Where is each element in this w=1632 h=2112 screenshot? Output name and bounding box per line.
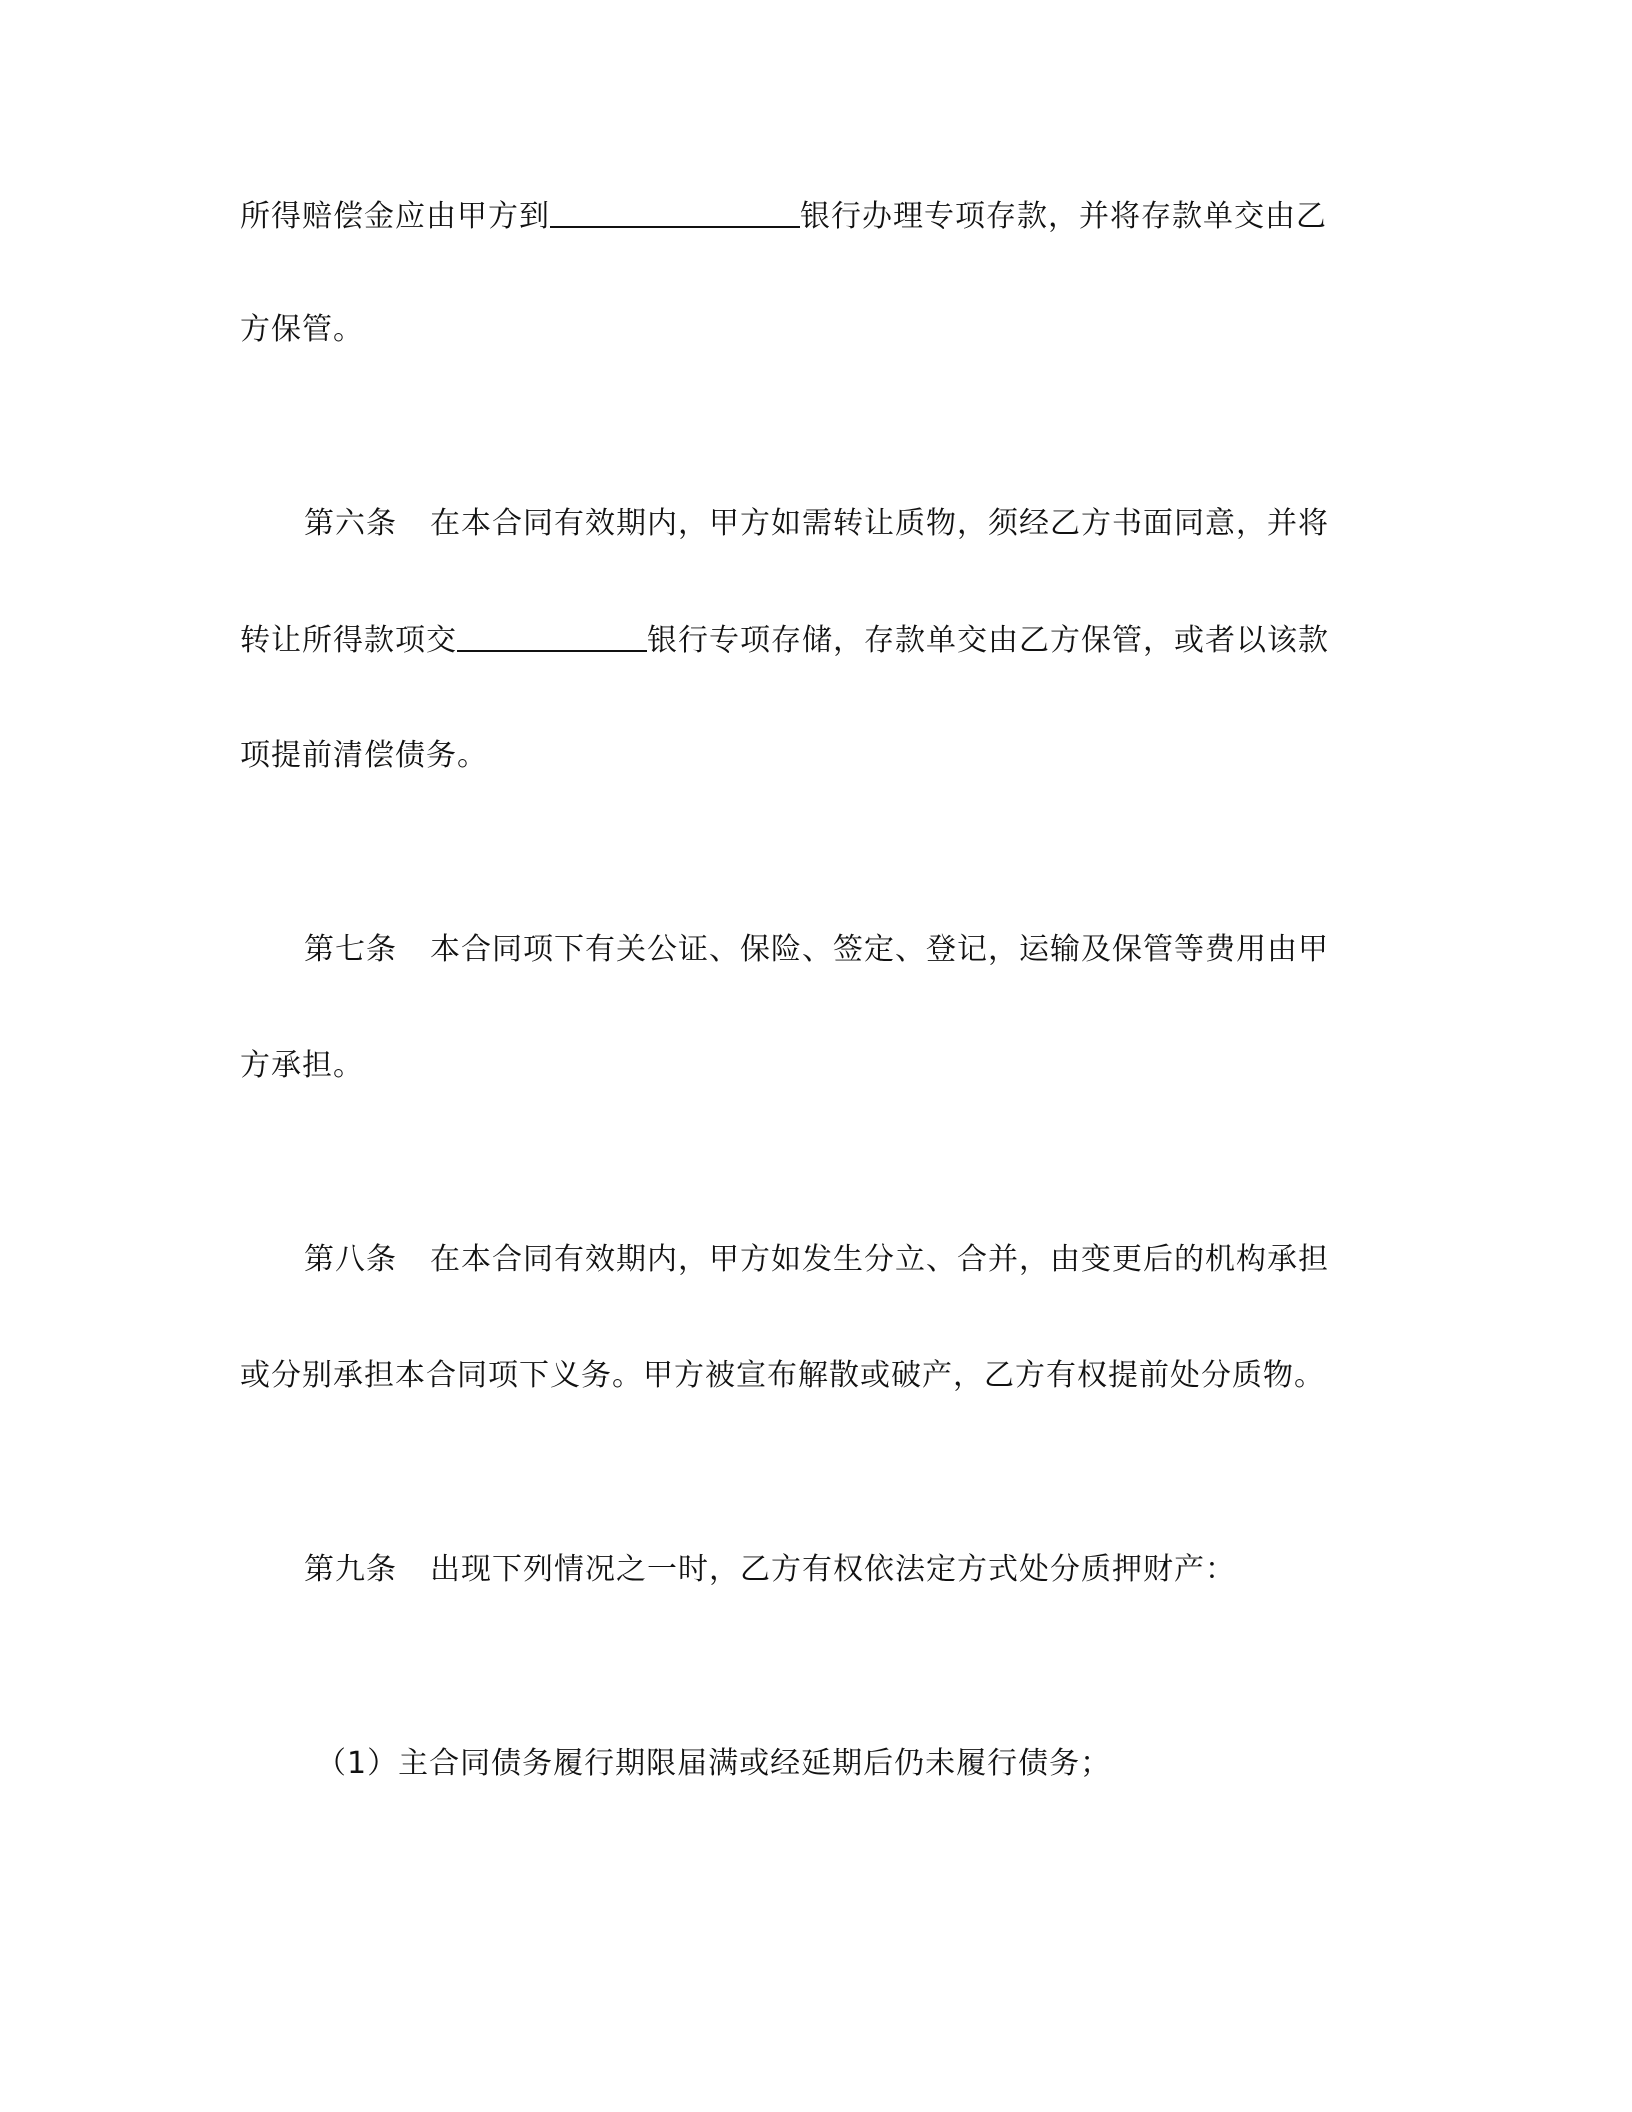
article-number: 第九条	[304, 1552, 397, 1587]
article-nine-line	[304, 1550, 1414, 1590]
paragraph-line: 方保管。	[240, 312, 364, 347]
paragraph-line: 项提前清偿债务。	[240, 738, 488, 773]
paragraph-line: 方承担。	[240, 1048, 364, 1083]
text-segment: 银行专项存储，存款单交由乙方保管，或者以该款	[647, 623, 1329, 658]
paragraph-line: 或分别承担本合同项下义务。甲方被宣布解散或破产，乙方有权提前处分质物。	[240, 1358, 1325, 1393]
text-segment: 在本合同有效期内，甲方如发生分立、合并，由变更后的机构承担	[430, 1242, 1329, 1277]
fill-in-blank	[457, 620, 647, 652]
text-segment: 本合同项下有关公证、保险、签定、登记，运输及保管等费用由甲	[430, 932, 1329, 967]
article-number: 第八条	[304, 1242, 397, 1277]
text-segment: 在本合同有效期内，甲方如需转让质物，须经乙方书面同意，并将	[430, 506, 1329, 541]
article-number: 第六条	[304, 506, 397, 541]
text-segment: 转让所得款项交	[240, 623, 457, 658]
list-item: （1）主合同债务履行期限届满或经延期后仍未履行债务；	[316, 1746, 1112, 1781]
article-eight-line	[304, 1240, 1414, 1280]
article-six-line	[304, 504, 1414, 544]
text-segment: 所得赔偿金应由甲方到	[240, 199, 550, 234]
text-segment: 出现下列情况之一时，乙方有权依法定方式处分质押财产：	[430, 1552, 1236, 1587]
article-seven-line	[304, 930, 1414, 970]
text-segment: 银行办理专项存款，并将存款单交由乙	[800, 199, 1327, 234]
fill-in-blank	[550, 196, 800, 228]
article-number: 第七条	[304, 932, 397, 967]
paragraph-line	[240, 620, 1350, 661]
paragraph-line	[240, 196, 1350, 237]
